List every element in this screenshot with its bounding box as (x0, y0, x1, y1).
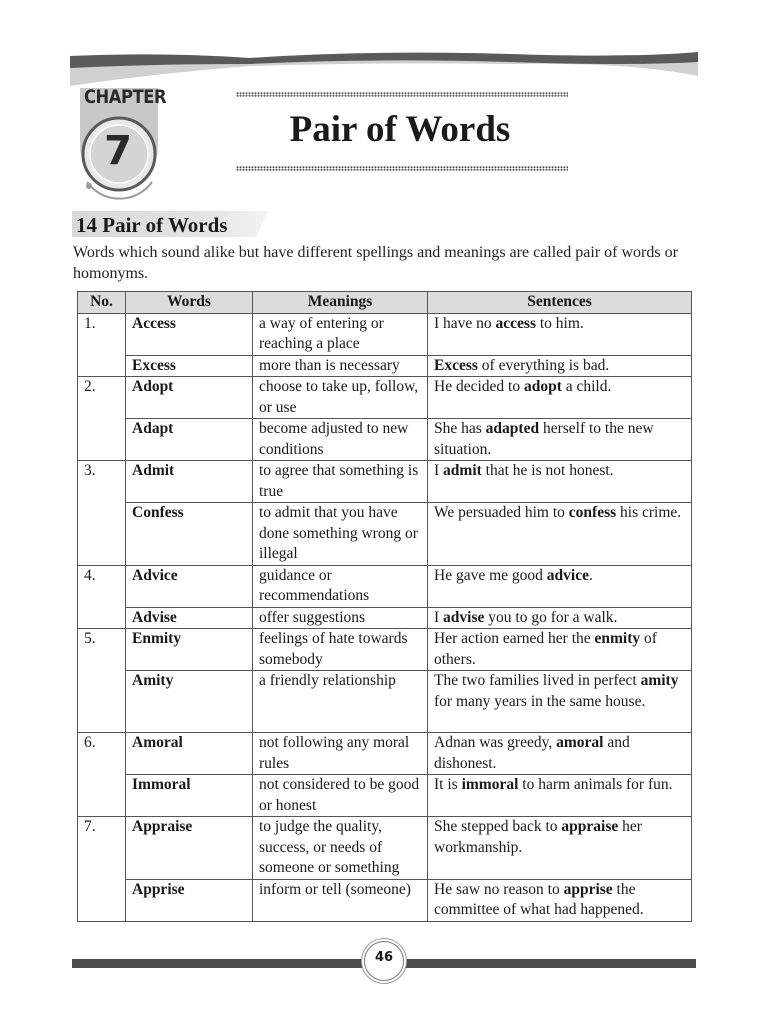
sentence-text: She stepped back to (434, 818, 562, 835)
word-cell: Appraise (126, 817, 253, 880)
sentence-keyword: adopt (523, 378, 562, 395)
sentence-text: He decided to (434, 378, 524, 395)
section-heading: 14 Pair of Words (76, 213, 228, 237)
sentence-cell (428, 629, 692, 671)
page-title: Pair of Words (289, 109, 511, 150)
word-cell: Amoral (126, 733, 253, 775)
sentence-text: to harm animals for fun. (518, 776, 673, 793)
word-cell: Apprise (126, 879, 253, 921)
meaning-cell: become adjusted to new conditions (253, 419, 428, 461)
sentence-cell (428, 607, 692, 629)
intro-paragraph: Words which sound alike but have different spellings and meanings are called pair of words or homonyms. (73, 244, 678, 282)
table-row (78, 775, 692, 817)
word-cell: Adopt (126, 377, 253, 419)
sentence-cell (428, 879, 692, 921)
row-number: 3. (78, 461, 126, 566)
sentence-text: She has (434, 420, 486, 437)
table-row (78, 419, 692, 461)
word-cell: Advice (126, 565, 253, 607)
sentence-text: his crime. (616, 504, 682, 521)
meaning-cell: guidance or recommendations (253, 565, 428, 607)
sentence-text: that he is not honest. (481, 462, 614, 479)
row-number: 2. (78, 377, 126, 461)
sentence-keyword: advise (443, 608, 485, 626)
sentence-cell (428, 775, 692, 817)
sentence-text: to him. (536, 314, 584, 332)
sentence-text: I (434, 462, 444, 479)
sentence-cell (428, 565, 692, 607)
word-cell: Access (126, 313, 253, 355)
column-header-words: Words (126, 292, 253, 314)
meaning-cell: a friendly relationship (253, 671, 428, 733)
sentence-text: Adnan was greedy, (434, 734, 557, 751)
sentence-keyword: adapted (485, 420, 540, 437)
table-row (78, 355, 692, 377)
sentence-keyword: apprise (563, 880, 613, 898)
title-dotted-rule-bottom (236, 166, 568, 171)
sentence-text: herself to the new situation. (434, 420, 654, 458)
word-cell: Immoral (126, 775, 253, 817)
sentence-text: you to go for a walk. (484, 608, 618, 626)
sentence-keyword: admit (443, 462, 482, 479)
table-row (78, 503, 692, 566)
meaning-cell: more than is necessary (253, 355, 428, 377)
page-number: 46 (374, 950, 394, 965)
meaning-cell: to admit that you have done something wrong or illegal (253, 503, 428, 566)
sentence-text: The two families lived in perfect (434, 672, 641, 689)
sentence-keyword: amity (640, 672, 679, 689)
footer-bar-left (72, 959, 364, 968)
row-number: 4. (78, 565, 126, 629)
word-cell: Admit (126, 461, 253, 503)
sentence-text: of others. (434, 630, 657, 668)
sentence-cell (428, 733, 692, 775)
row-number: 6. (78, 733, 126, 817)
sentence-cell (428, 671, 692, 733)
sentence-text: for many years in the same house. (434, 692, 646, 710)
word-cell: Excess (126, 355, 253, 377)
sentence-text: We persuaded him to (434, 504, 569, 521)
meaning-cell: to judge the quality, success, or needs of someone or something (253, 817, 428, 880)
column-header-sentences: Sentences (428, 292, 692, 314)
sentence-cell (428, 503, 692, 566)
chapter-label: CHAPTER (84, 86, 167, 108)
title-dotted-rule-top (236, 92, 568, 97)
sentence-keyword: amoral (556, 734, 604, 751)
sentence-text: I (434, 608, 444, 626)
table-row (78, 377, 692, 419)
sentence-cell (428, 817, 692, 880)
meaning-cell: feelings of hate towards somebody (253, 629, 428, 671)
word-cell: Adapt (126, 419, 253, 461)
word-cell: Enmity (126, 629, 253, 671)
chapter-number: 7 (104, 128, 132, 174)
table-row (78, 671, 692, 733)
meaning-cell: choose to take up, follow, or use (253, 377, 428, 419)
sentence-cell (428, 377, 692, 419)
table-body (78, 313, 692, 921)
sentence-text: her workmanship. (434, 818, 642, 856)
table-row (78, 461, 692, 503)
table-row (78, 817, 692, 880)
meaning-cell: offer suggestions (253, 607, 428, 629)
table-header-row (78, 292, 692, 314)
sentence-text: and dishonest. (434, 734, 630, 772)
sentence-text: Her action earned her the (434, 630, 595, 647)
sentence-text: I have no (434, 314, 496, 332)
table-row (78, 629, 692, 671)
table-row (78, 607, 692, 629)
sentence-text: . (588, 566, 593, 584)
meaning-cell: inform or tell (someone) (253, 879, 428, 921)
meaning-cell: not considered to be good or honest (253, 775, 428, 817)
meaning-cell: to agree that something is true (253, 461, 428, 503)
sentence-text: It is (434, 776, 462, 793)
column-header-meanings: Meanings (253, 292, 428, 314)
word-cell: Advise (126, 607, 253, 629)
sentence-cell (428, 355, 692, 377)
word-pairs-table (77, 291, 692, 922)
footer-bar-right (402, 959, 696, 968)
sentence-keyword: confess (568, 504, 617, 521)
table-row (78, 565, 692, 607)
meaning-cell: not following any moral rules (253, 733, 428, 775)
sentence-cell (428, 461, 692, 503)
sentence-keyword: immoral (461, 776, 519, 793)
sentence-text: of everything is bad. (477, 356, 610, 374)
sentence-cell (428, 313, 692, 355)
sentence-text: the committee of what had happened. (434, 880, 644, 918)
row-number: 7. (78, 817, 126, 922)
sentence-keyword: access (495, 314, 536, 332)
sentence-text: He gave me good (434, 566, 547, 584)
row-number: 5. (78, 629, 126, 733)
column-header-no: No. (78, 292, 126, 314)
table-row (78, 313, 692, 355)
sentence-cell (428, 419, 692, 461)
word-cell: Confess (126, 503, 253, 566)
sentence-keyword: advice (546, 566, 589, 584)
sentence-keyword: Excess (434, 356, 478, 374)
row-number: 1. (78, 313, 126, 377)
sentence-keyword: appraise (561, 818, 619, 835)
sentence-keyword: enmity (594, 630, 641, 647)
sentence-text: He saw no reason to (434, 880, 564, 898)
word-cell: Amity (126, 671, 253, 733)
meaning-cell: a way of entering or reaching a place (253, 313, 428, 355)
table-row (78, 733, 692, 775)
table-row (78, 879, 692, 921)
sentence-text: a child. (561, 378, 612, 395)
